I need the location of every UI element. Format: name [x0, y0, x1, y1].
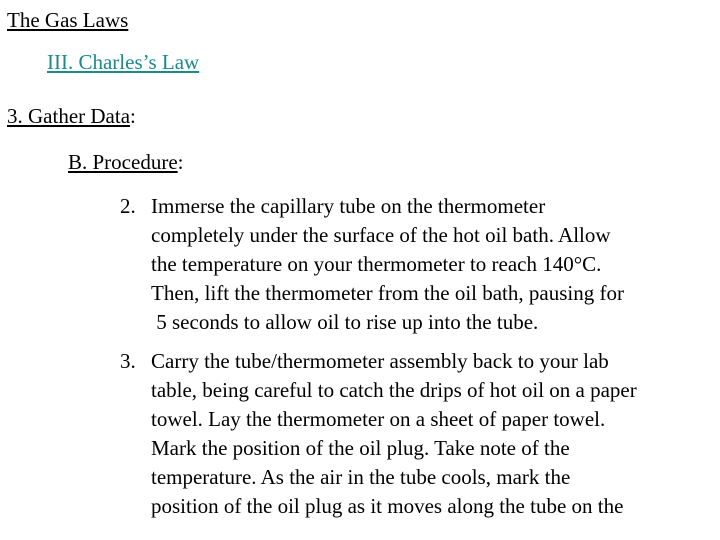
step-number: 2.	[120, 194, 136, 218]
step-line: completely under the surface of the hot oil bath. Allow	[151, 223, 611, 247]
gather-data-heading	[7, 106, 136, 127]
gather-data-colon: :	[130, 104, 136, 128]
step-line: position of the oil plug as it moves along the tube on the	[151, 494, 624, 518]
procedure-heading	[68, 152, 183, 173]
section-heading: III. Charles’s Law	[47, 50, 200, 74]
step-line: temperature. As the air in the tube cools, mark the	[151, 465, 571, 489]
step-line: towel. Lay the thermometer on a sheet of paper towel.	[151, 407, 606, 431]
page-title: The Gas Laws	[7, 8, 129, 32]
step-line: 5 seconds to allow oil to rise up into the tube.	[151, 310, 539, 334]
step-line: Then, lift the thermometer from the oil bath, pausing for	[151, 281, 624, 305]
step-line: Immerse the capillary tube on the thermometer	[151, 194, 546, 218]
step-line: Mark the position of the oil plug. Take note of the	[151, 436, 570, 460]
step-line: Carry the tube/thermometer assembly back to your lab	[151, 349, 609, 373]
procedure-label: B. Procedure	[68, 150, 178, 174]
step-number: 3.	[120, 349, 136, 373]
step-line: the temperature on your thermometer to reach 140°C.	[151, 252, 602, 276]
procedure-colon: :	[177, 150, 184, 174]
gather-data-label: 3. Gather Data	[7, 104, 131, 128]
step-line: table, being careful to catch the drips of hot oil on a paper	[151, 378, 637, 402]
